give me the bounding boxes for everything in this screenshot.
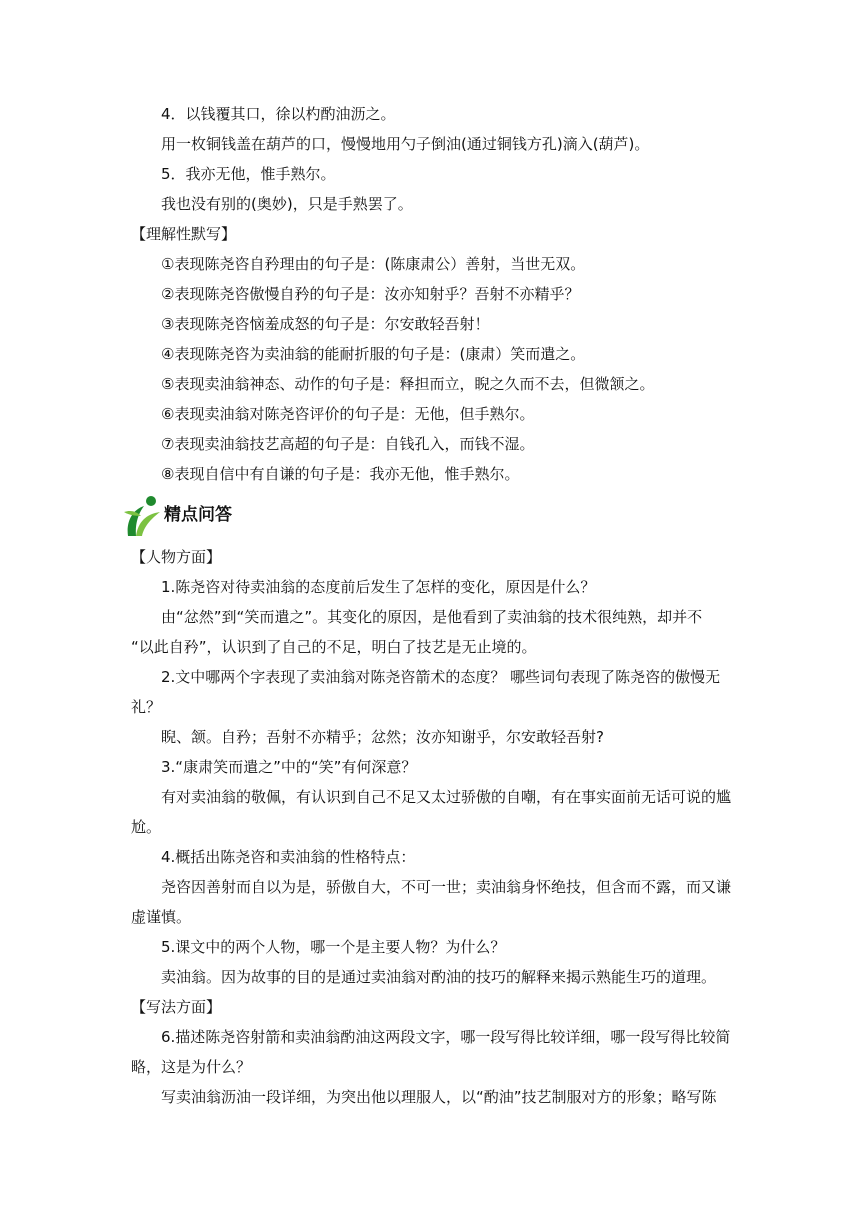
section-heading (122, 492, 322, 540)
dictation-item: ③表现陈尧咨恼羞成怒的句子是：尔安敢轻吾射！ (161, 315, 490, 333)
section-title: 精点问答 (164, 505, 232, 525)
writing-heading: 【写法方面】 (131, 998, 222, 1016)
dictation-item: ⑧表现自信中有自谦的句子是：我亦无他，惟手熟尔。 (161, 465, 520, 483)
text-line: 5．我亦无他，惟手熟尔。 (161, 165, 336, 183)
dictation-heading: 【理解性默写】 (131, 225, 237, 243)
answer: 由“忿然”到“笑而遣之”。其变化的原因，是他看到了卖油翁的技术很纯熟，却并不 (161, 608, 703, 626)
dictation-item: ①表现陈尧咨自矜理由的句子是：(陈康肃公）善射，当世无双。 (161, 255, 586, 273)
answer: 有对卖油翁的敬佩，有认识到自己不足又太过骄傲的自嘲，有在事实面前无话可说的尴 (161, 788, 732, 806)
question: 1.陈尧咨对待卖油翁的态度前后发生了怎样的变化，原因是什么？ (161, 578, 596, 596)
text-line: 我也没有别的(奥妙)，只是手熟罢了。 (161, 195, 413, 213)
text-line: 用一枚铜钱盖在葫芦的口，慢慢地用勺子倒油(通过铜钱方孔)滴入(葫芦)。 (161, 135, 650, 153)
dictation-item: ⑥表现卖油翁对陈尧咨评价的句子是：无他，但手熟尔。 (161, 405, 535, 423)
answer: 尬。 (131, 818, 162, 836)
question: 2.文中哪两个字表现了卖油翁对陈尧咨箭术的态度？ 哪些词句表现了陈尧咨的傲慢无 (161, 668, 721, 686)
answer: 睨、颔。自矜；吾射不亦精乎；忿然；汝亦知谢乎，尔安敢轻吾射? (161, 728, 604, 746)
answer: 写卖油翁沥油一段详细，为突出他以理服人，以“酌油”技艺制服对方的形象；略写陈 (161, 1088, 717, 1106)
question: 3.“康肃笑而遣之”中的“笑”有何深意？ (161, 758, 417, 776)
leaf-person-icon (122, 492, 166, 540)
question: 6.描述陈尧咨射箭和卖油翁酌油这两段文字，哪一段写得比较详细，哪一段写得比较简 (161, 1028, 731, 1046)
question: 4.概括出陈尧咨和卖油翁的性格特点： (161, 848, 416, 866)
dictation-item: ④表现陈尧咨为卖油翁的能耐折服的句子是：(康肃）笑而遣之。 (161, 345, 586, 363)
answer: 虚谨慎。 (131, 908, 192, 926)
answer: “以此自矜”，认识到了自己的不足，明白了技艺是无止境的。 (131, 638, 537, 656)
dictation-item: ②表现陈尧咨傲慢自矜的句子是：汝亦知射乎？吾射不亦精乎？ (161, 285, 580, 303)
text-line: 4．以钱覆其口，徐以杓酌油沥之。 (161, 105, 396, 123)
question: 5.课文中的两个人物，哪一个是主要人物？为什么？ (161, 938, 506, 956)
people-heading: 【人物方面】 (131, 548, 222, 566)
answer: 尧咨因善射而自以为是，骄傲自大，不可一世；卖油翁身怀绝技，但含而不露，而又谦 (161, 878, 732, 896)
dictation-item: ⑤表现卖油翁神态、动作的句子是：释担而立，睨之久而不去，但微颔之。 (161, 375, 655, 393)
answer: 卖油翁。因为故事的目的是通过卖油翁对酌油的技巧的解释来揭示熟能生巧的道理。 (161, 968, 717, 986)
question: 略，这是为什么？ (131, 1058, 252, 1076)
question: 礼？ (131, 698, 162, 716)
dictation-item: ⑦表现卖油翁技艺高超的句子是：自钱孔入，而钱不湿。 (161, 435, 535, 453)
